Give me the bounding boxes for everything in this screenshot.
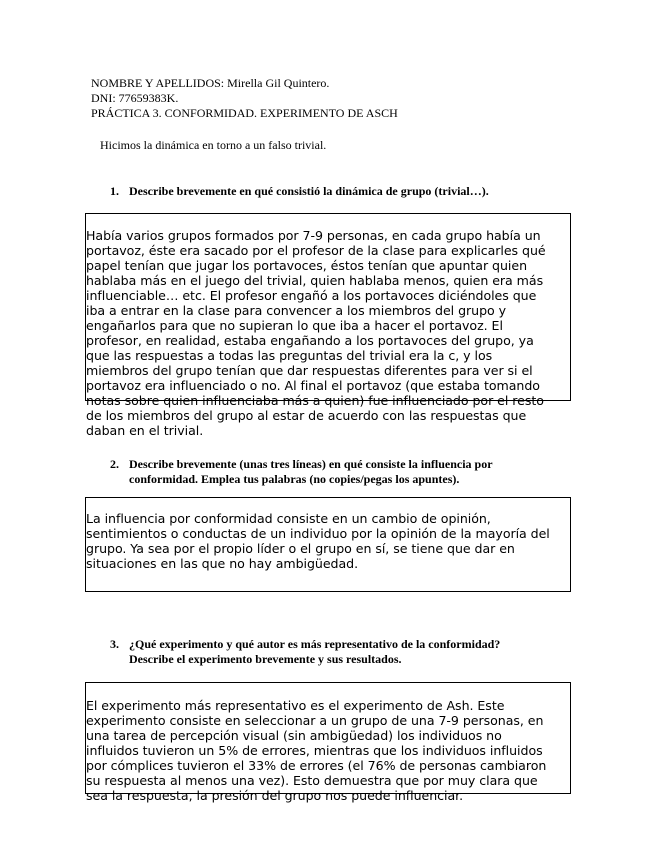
question-3-line-2: Describe el experimento brevemente y sus resultados.: [129, 652, 402, 666]
question-1-number: 1.: [110, 184, 119, 198]
answer-3-text: El experimento más representativo es el experimento de Ash. Este experimento consiste en seleccionar a un grupo de una 7-9 personas, en una tarea de percepción visual (sin ambigüedad) los individuos no influidos tuvieron un 5% de errores, mientras que los individuos influidos por cómplices tuvieron el 33% de errores (el 76% de personas cambiaron su respuesta al menos una vez). Esto demuestra que por muy clara que sea la respuesta, la presión del grupo nos puede influenciar.: [86, 698, 547, 803]
document-header: [91, 76, 398, 121]
question-2-number: 2.: [110, 457, 119, 471]
intro-text: Hicimos la dinámica en torno a un falso trivial.: [100, 138, 327, 152]
dni-line: DNI: 77659383K.: [91, 91, 179, 105]
question-1-text: Describe brevemente en qué consistió la dinámica de grupo (trivial…).: [129, 184, 489, 198]
question-2-line-2: conformidad. Emplea tus palabras (no copies/pegas los apuntes).: [129, 472, 460, 486]
answer-1-text: Había varios grupos formados por 7-9 personas, en cada grupo había un portavoz, éste era sacado por el profesor de la clase para explicarles qué papel tenían que jugar los portavoces, éstos tenían que apuntar quien hablaba más en el juego del trivial, quien hablaba menos, quien era más influenciable… etc. El profesor engañó a los portavoces diciéndoles que iba a entrar en la clase para convencer a los miembros del grupo y engañarlos para que no supieran lo que iba a hacer el portavoz. El profesor, en realidad, estaba engañando a los portavoces del grupo, ya que las respuestas a todas las preguntas del trivial era la c, y los miembros del grupo tenían que dar respuestas diferentes para ver si el portavoz era influenciado o no. Al final el portavoz (que estaba tomando notas sobre quien influenciaba más a quien) fue influenciado por el resto de los miembros del grupo al estar de acuerdo con las respuestas que daban en el trivial.: [86, 228, 546, 438]
name-line: NOMBRE Y APELLIDOS: Mirella Gil Quintero.: [91, 76, 330, 90]
question-3-line-1: ¿Qué experimento y qué autor es más representativo de la conformidad?: [129, 637, 501, 651]
question-2-line-1: Describe brevemente (unas tres líneas) en qué consiste la influencia por: [129, 457, 493, 471]
answer-2-text: La influencia por conformidad consiste en un cambio de opinión, sentimientos o conductas de un individuo por la opinión de la mayoría del grupo. Ya sea por el propio líder o el grupo en sí, se tiene que dar en situaciones en las que no hay ambigüedad.: [86, 511, 550, 571]
question-3-number: 3.: [110, 637, 119, 651]
practice-title: PRÁCTICA 3. CONFORMIDAD. EXPERIMENTO DE ASCH: [91, 106, 398, 120]
